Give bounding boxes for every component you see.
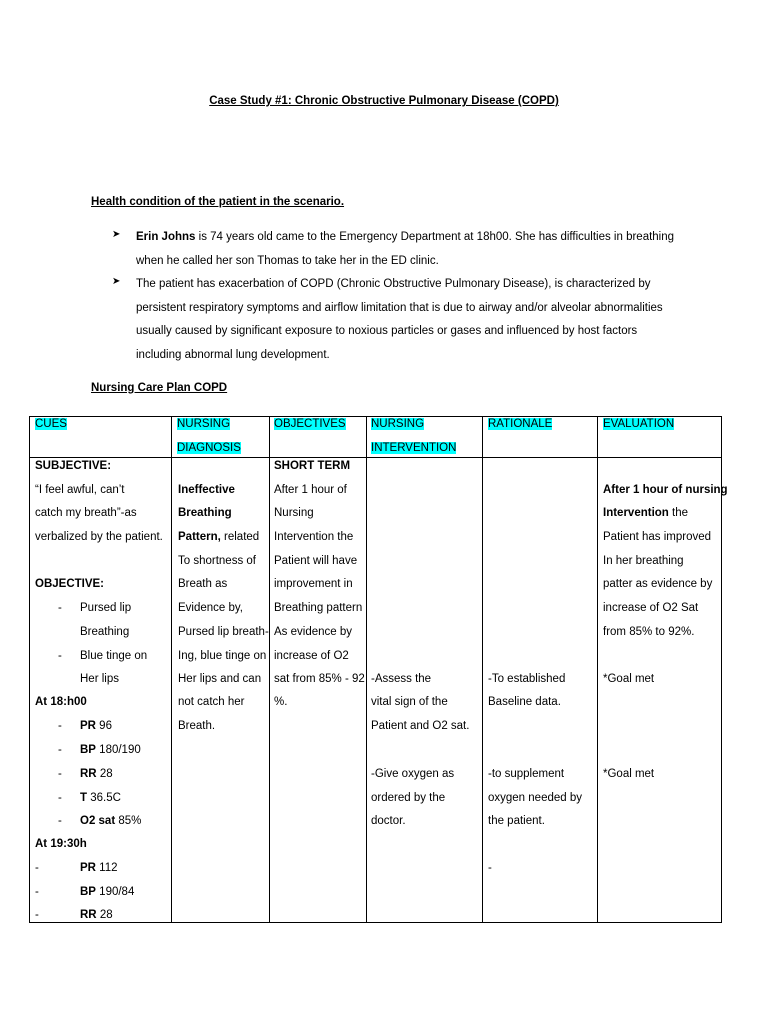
goal-met-text: *Goal met [603,768,655,780]
bullet-paragraph-2 [136,273,663,367]
cue-text: catch my breath”-as [35,507,137,519]
goal-met-text: *Goal met [603,673,655,685]
diagnosis-text: Breath. [178,720,216,732]
header-nursing-diagnosis: NURSING [177,418,231,430]
patient-name: Erin Johns [136,231,196,243]
bullet-text: usually caused by significant exposure to noxious particles or gases and influenced by host factors [136,325,638,337]
objective-text: Intervention the [274,531,354,543]
arrow-bullet-icon: ➤ [112,229,121,240]
objective-text: increase of O2 [274,650,349,662]
table-header-row [30,417,722,458]
care-plan-heading: Nursing Care Plan COPD [91,382,228,394]
evaluation-text: increase of O2 Sat [603,602,699,614]
dash: - [35,909,39,921]
cue-text: Pursed lip [80,602,132,614]
short-term-label: SHORT TERM [274,460,351,472]
evaluation-cell [598,458,728,922]
header-nursing-intervention: INTERVENTION [371,442,457,454]
document-title: Case Study #1: Chronic Obstructive Pulmonary Disease (COPD) [209,95,559,107]
vital-rr: RR 28 [80,909,113,921]
objective-text: improvement in [274,578,353,590]
objective-text: As evidence by [274,626,352,638]
header-cues: CUES [35,418,67,430]
section-heading: Health condition of the patient in the scenario. [91,196,345,208]
cues-cell [30,458,171,922]
evaluation-text: In her breathing [603,555,684,567]
objective-text: Breathing pattern [274,602,363,614]
diagnosis-text: Breath as [178,578,228,590]
vital-rr: RR 28 [80,768,113,780]
vital-pr: PR 112 [80,862,118,874]
bullet-text: is 74 years old came to the Emergency Department at 18h00. She has difficulties in breathing [195,231,675,243]
rationale-text: the patient. [488,815,545,827]
evaluation-text: patter as evidence by [603,578,713,590]
evaluation-text: Patient has improved [603,531,712,543]
evaluation-text: Intervention the [603,507,688,519]
diagnosis-text: not catch her [178,696,245,708]
intervention-text: doctor. [371,815,406,827]
cue-text: Her lips [80,673,119,685]
bullet-paragraph-1 [136,226,674,273]
objective-text: Patient will have [274,555,358,567]
bullet-text: when he called her son Thomas to take her in the ED clinic. [136,254,439,267]
cue-text: Blue tinge on [80,650,148,662]
table-row [30,458,722,923]
header-objectives: OBJECTIVES [274,418,346,430]
time-label: At 18:h00 [35,696,87,708]
intervention-text: vital sign of the [371,696,448,708]
objective-text: Nursing [274,507,314,519]
vital-pr: PR 96 [80,720,112,732]
diagnosis-cell [172,458,269,922]
dash: - [58,650,62,662]
cue-text: Breathing [80,626,130,638]
objectives-cell [270,458,366,922]
vital-bp: BP 180/190 [80,744,141,756]
rationale-text: -To established [488,673,566,685]
intervention-cell [367,458,482,922]
header-rationale: RATIONALE [488,418,553,430]
rationale-cell [483,458,597,922]
intervention-text: ordered by the [371,792,446,804]
intervention-text: -Assess the [371,673,432,685]
objective-text: %. [274,696,288,708]
nursing-care-plan-table [29,416,728,923]
rationale-text: - [488,862,492,874]
diagnosis-text: Pursed lip breath- [178,626,269,638]
evaluation-text: from 85% to 92%. [603,626,695,638]
rationale-text: -to supplement [488,768,565,780]
diagnosis-text: Ing, blue tinge on [178,650,267,662]
bullet-text: persistent respiratory symptoms and airflow limitation that is due to airway and/or alveolar abnormalities [136,301,663,314]
dash: - [35,862,39,874]
vital-bp: BP 190/84 [80,886,135,898]
intervention-text: Patient and O2 sat. [371,720,470,732]
intervention-text: -Give oxygen as [371,768,455,780]
subjective-label: SUBJECTIVE: [35,460,112,472]
vital-o2: O2 sat 85% [80,815,142,827]
diagnosis-text: Her lips and can [178,673,262,685]
dash: - [58,720,62,732]
diagnosis-text: To shortness of [178,555,256,567]
arrow-bullet-icon: ➤ [112,276,121,287]
dash: - [58,815,62,827]
dash: - [58,768,62,780]
diagnosis-text: Pattern, related [178,531,260,543]
objective-text: After 1 hour of [274,484,347,496]
dash: - [58,602,62,614]
dash: - [58,792,62,804]
objective-label: OBJECTIVE: [35,578,105,590]
time-label: At 19:30h [35,838,87,850]
diagnosis-text: Evidence by, [178,602,243,614]
objective-text: sat from 85% - 92 [274,673,365,685]
header-evaluation: EVALUATION [603,418,675,430]
diagnosis-text: Breathing [178,507,232,519]
evaluation-text: After 1 hour of nursing [603,484,728,496]
dash: - [58,744,62,756]
cue-text: verbalized by the patient. [35,531,163,543]
vital-temp: T 36.5C [80,792,121,804]
dash: - [35,886,39,898]
rationale-text: oxygen needed by [488,792,582,804]
cue-text: “I feel awful, can’t [35,484,125,496]
header-nursing-diagnosis: DIAGNOSIS [177,442,241,454]
bullet-text: including abnormal lung development. [136,348,330,361]
header-nursing-intervention: NURSING [371,418,425,430]
rationale-text: Baseline data. [488,696,561,708]
diagnosis-text: Ineffective [178,484,235,496]
bullet-text: The patient has exacerbation of COPD (Chronic Obstructive Pulmonary Disease), is characterized by [136,278,651,290]
